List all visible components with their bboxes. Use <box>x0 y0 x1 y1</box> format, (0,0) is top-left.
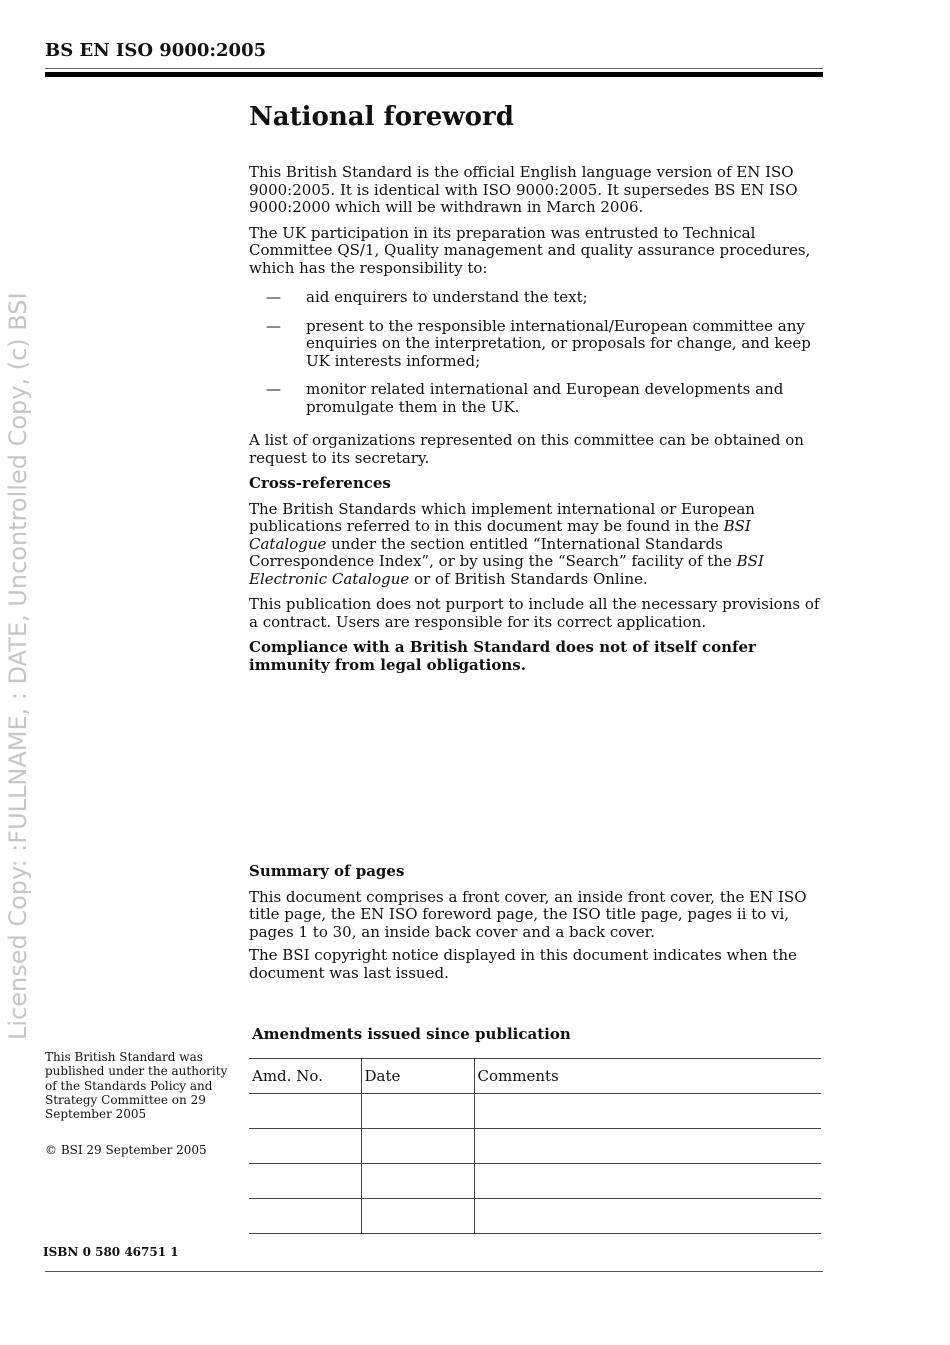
page-title: National foreword <box>249 102 514 132</box>
amendments-table <box>249 1058 821 1234</box>
amendments-heading: Amendments issued since publication <box>252 1025 571 1043</box>
list-item <box>249 318 823 371</box>
table-cell <box>474 1129 821 1164</box>
table-cell <box>361 1094 474 1129</box>
cross-references-paragraph <box>249 501 823 589</box>
summary-paragraph-copyright: The BSI copyright notice displayed in this document indicates when the document was last issued. <box>249 946 797 982</box>
column-header-comments: Comments <box>474 1059 821 1094</box>
authority-note: This British Standard was published under the authority of the Standards Policy and Strategy Committee on 29 September 2005 <box>45 1050 228 1122</box>
table-cell <box>361 1164 474 1199</box>
table-row <box>249 1164 821 1199</box>
footer-rule <box>45 1271 823 1272</box>
cross-ref-text-3: or of British Standards Online. <box>409 569 648 588</box>
cross-references-heading: Cross-references <box>249 474 391 492</box>
foreword-paragraph-committee: The UK participation in its preparation was entrusted to Technical Committee QS/1, Quality management and quality assurance procedures, which has the responsibility to: <box>249 223 811 277</box>
isbn: ISBN 0 580 46751 1 <box>43 1245 179 1259</box>
table-cell <box>474 1199 821 1234</box>
foreword-body <box>249 164 823 682</box>
document-code: BS EN ISO 9000:2005 <box>45 40 267 61</box>
table-row <box>249 1129 821 1164</box>
summary-paragraph-contents: This document comprises a front cover, an inside front cover, the EN ISO title page, the EN ISO foreword page, the ISO title page, pages ii to vi, pages 1 to 30, an inside back cover and a back cover. <box>249 887 807 941</box>
foreword-paragraph-identity: This British Standard is the official English language version of EN ISO 9000:2005. It is identical with ISO 9000:2005. It supersedes BS EN ISO 9000:2000 which will be withdrawn in March 2006. <box>249 163 798 216</box>
header-rule-thick <box>45 72 823 77</box>
dash-bullet: — <box>266 380 281 398</box>
table-cell <box>249 1129 361 1164</box>
summary-heading: Summary of pages <box>249 862 405 880</box>
license-watermark: Licensed Copy: :FULLNAME, : DATE, Uncontrolled Copy, (c) BSI <box>4 292 32 1040</box>
list-item <box>249 289 823 307</box>
table-cell <box>361 1199 474 1234</box>
dash-bullet: — <box>266 288 281 306</box>
bsi-catalogue-title: BSI Catalogue <box>249 517 751 553</box>
foreword-paragraph-provisions: This publication does not purport to include all the necessary provisions of a contract. Users are responsible for its correct application. <box>249 595 820 631</box>
responsibility-list <box>249 289 823 416</box>
column-header-date: Date <box>361 1059 474 1094</box>
column-header-amd-no: Amd. No. <box>249 1059 361 1094</box>
table-row <box>249 1199 821 1234</box>
table-cell <box>249 1199 361 1234</box>
table-cell <box>474 1094 821 1129</box>
list-item-text: monitor related international and European developments and promulgate them in the UK. <box>306 380 784 416</box>
cross-ref-text-2: under the section entitled “International Standards Correspondence Index”, or by using the “Search” facility of the <box>249 534 737 570</box>
compliance-statement: Compliance with a British Standard does not of itself confer immunity from legal obligations. <box>249 638 756 674</box>
table-cell <box>361 1129 474 1164</box>
list-item <box>249 381 823 416</box>
table-row <box>249 1094 821 1129</box>
bsi-electronic-catalogue-title: BSI Electronic Catalogue <box>249 552 764 588</box>
summary-of-pages-section <box>249 863 823 988</box>
dash-bullet: — <box>266 316 281 335</box>
copyright-notice: © BSI 29 September 2005 <box>45 1143 207 1157</box>
table-cell <box>249 1164 361 1199</box>
header-rule-thin <box>45 68 823 69</box>
list-item-text: present to the responsible international/European committee any enquiries on the interpretation, or proposals for change, and keep UK interests informed; <box>306 316 811 370</box>
foreword-paragraph-organizations: A list of organizations represented on this committee can be obtained on request to its secretary. <box>249 431 804 467</box>
table-cell <box>474 1164 821 1199</box>
list-item-text: aid enquirers to understand the text; <box>306 288 588 306</box>
cross-ref-text-1: The British Standards which implement international or European publications referred to in this document may be found in the <box>249 499 755 535</box>
table-cell <box>249 1094 361 1129</box>
table-header-row <box>249 1059 821 1094</box>
